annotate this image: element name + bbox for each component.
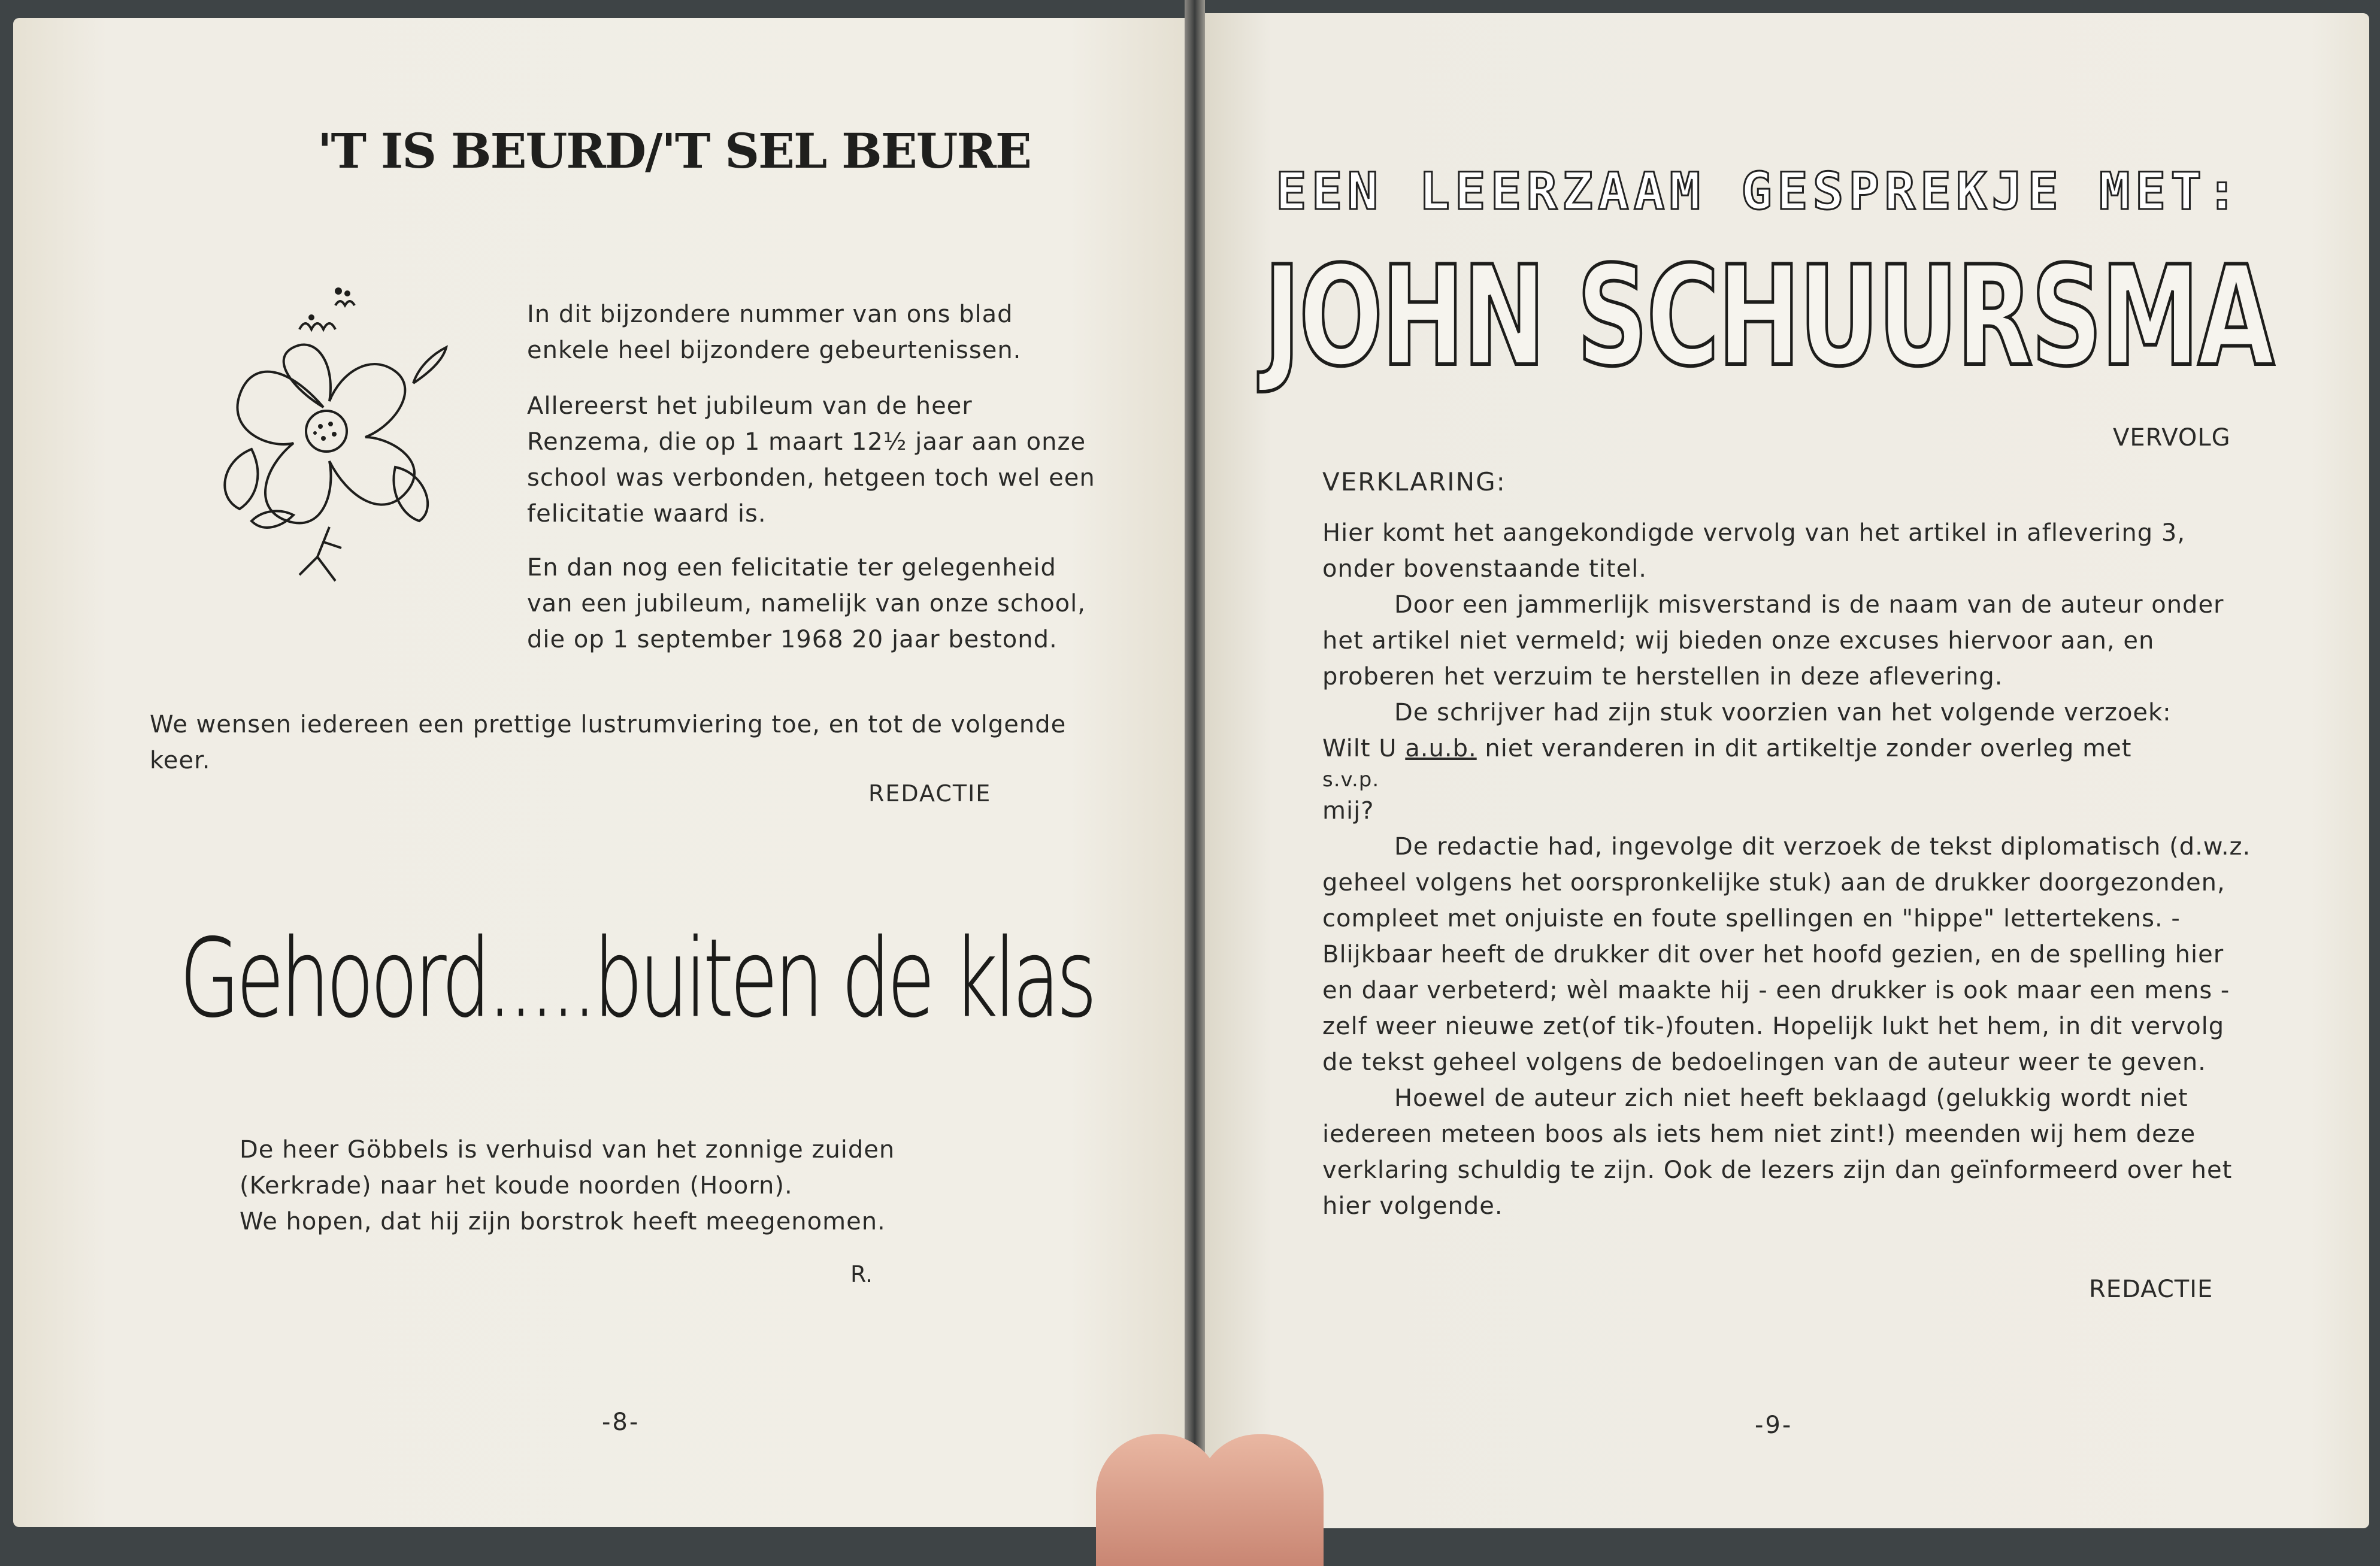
intro-paragraph: In dit bijzondere nummer van ons blad enkele heel bijzondere gebeurtenissen. (527, 301, 1022, 364)
article-title: JOHN SCHUURSMA (1264, 237, 2273, 397)
section-title: Gehoord.....buiten de klas (180, 916, 1094, 1041)
continued-label: VERVOLG (2113, 424, 2231, 452)
book-spine (1185, 0, 1205, 1535)
request-end: mij? (1322, 797, 1374, 825)
section-line: (Kerkrade) naar het koude noorden (Hoorn). (240, 1172, 793, 1200)
section-signature: R. (850, 1261, 873, 1288)
flower-illustration (198, 269, 449, 605)
request-line (1322, 731, 2257, 767)
jubilee-paragraph: Allereerst het jubileum van de heer Renzema, die op 1 maart 12½ jaar aan onze school was verbonden, hetgeen toch wel een felicitatie waard is. (527, 392, 1095, 528)
section-line: We hopen, dat hij zijn borstrok heeft meegenomen. (240, 1208, 886, 1235)
body-paragraph: De schrijver had zijn stuk voorzien van het volgende verzoek: (1394, 699, 2172, 726)
correction-note: s.v.p. (1322, 768, 1380, 792)
body-paragraph: Door een jammerlijk misverstand is de naam van de auteur onder het artikel niet vermeld; wij bieden onze excuses hiervoor aan, en proberen het verzuim te herstellen in deze aflevering. (1322, 591, 2224, 690)
school-paragraph: En dan nog een felicitatie ter gelegenheid van een jubileum, namelijk van onze school, die op 1 september 1968 20 jaar bestond. (527, 554, 1086, 653)
page-number-left: -8- (602, 1409, 640, 1436)
section-line: De heer Göbbels is verhuisd van het zonnige zuiden (240, 1136, 895, 1164)
editorial-signature-right: REDACTIE (2089, 1276, 2214, 1303)
body-paragraph: Hoewel de auteur zich niet heeft beklaagd (gelukkig wordt niet iedereen meteen boos als iets hem niet zint!) meenden wij hem deze verklaring schuldig te zijn. Ook de lezers zijn dan geïnformeerd over het hier volgende. (1322, 1085, 2233, 1220)
request-text: Wilt U (1322, 735, 1406, 762)
request-text: niet veranderen in dit artikeltje zonder overleg met (1476, 735, 2132, 762)
article-subtitle: EEN LEERZAAM GESPREKJE MET: (1276, 162, 2242, 222)
article-body (1322, 515, 2257, 1224)
editorial-signature: REDACTIE (868, 780, 992, 807)
body-paragraph: De redactie had, ingevolge dit verzoek de tekst diplomatisch (d.w.z. geheel volgens het oorspronkelijke stuk) aan de drukker doorgezonden, compleet met onjuiste en foute spellingen en "hippe" lettertekens. - Blijkbaar heeft de drukker dit over het hoofd gezien, en de spelling hier en daar verbeterd; wèl maakte hij - een drukker is ook maar een mens - zelf weer nieuwe zet(of tik-)fouten. Hopelijk lukt het hem, in dit vervolg de tekst geheel volgens de bedoelingen van de auteur weer te geven. (1322, 833, 2251, 1076)
closing-paragraph: We wensen iedereen een prettige lustrumviering toe, en tot de volgende keer. (150, 711, 1067, 774)
left-page-heading: 'T IS BEURD/'T SEL BEURE (317, 123, 1031, 179)
section-heading: VERKLARING: (1322, 467, 1506, 496)
section-text (240, 1132, 1018, 1240)
thumb-right (1198, 1434, 1324, 1566)
underlined-text: a.u.b. (1405, 735, 1477, 762)
page-number-right: -9- (1755, 1411, 1793, 1439)
body-paragraph: Hier komt het aangekondigde vervolg van het artikel in aflevering 3, onder bovenstaande titel. (1322, 519, 2186, 583)
